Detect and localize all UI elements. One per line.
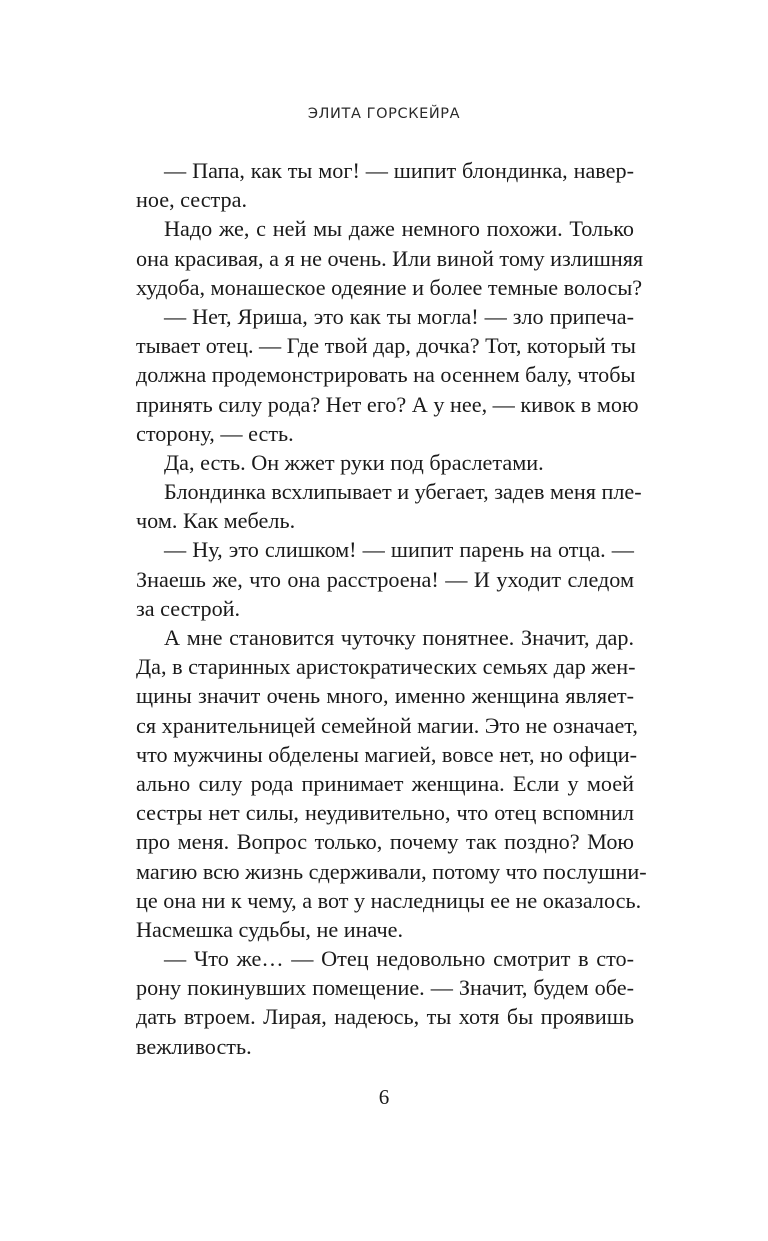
text-line: сестры нет силы, неудивительно, что отец вспомнил [136, 800, 634, 826]
page-number: 6 [378, 1085, 390, 1109]
paragraph [136, 156, 634, 214]
text-line: за сестрой. [136, 595, 241, 621]
text-line: Да, есть. Он жжет руки под браслетами. [164, 449, 544, 475]
text-line: она красивая, а я не очень. Или виной тому излишняя [136, 245, 644, 271]
text-line: Да, в старинных аристократических семьях дар жен- [136, 654, 636, 680]
paragraph [136, 302, 639, 448]
text-line: це она ни к чему, а вот у наследницы ее не оказалось. [136, 887, 642, 913]
text-line: А мне становится чуточку понятнее. Значит, дар. [164, 625, 634, 650]
text-line: чом. Как мебель. [136, 508, 296, 534]
text-line: ся хранительницей семейной магии. Это не означает, [136, 712, 638, 738]
paragraph [136, 214, 644, 302]
running-head: ЭЛИТА ГОРСКЕЙРА [307, 106, 461, 122]
text-line: вежливость. [136, 1033, 252, 1059]
text-line: должна продемонстрировать на осеннем балу, чтобы [136, 362, 636, 388]
text-line: худоба, монашеское одеяние и более темные волосы? [136, 274, 643, 300]
paragraph [136, 944, 634, 1061]
text-line: Насмешка судьбы, не иначе. [136, 916, 404, 942]
text-line: ное, сестра. [136, 187, 248, 213]
text-line: что мужчины обделены магией, вовсе нет, но офици- [136, 741, 638, 767]
text-line: магию всю жизнь сдерживали, потому что послушни- [136, 858, 647, 884]
paragraph [136, 623, 647, 944]
text-line: про меня. Вопрос только, почему так поздно? Мою [136, 829, 634, 855]
paragraph [136, 477, 642, 535]
text-line: тывает отец. — Где твой дар, дочка? Тот, который ты [136, 333, 636, 359]
text-line: щины значит очень много, именно женщина являет- [136, 683, 634, 709]
text-line: — Что же… — Отец недовольно смотрит в сто- [164, 946, 634, 972]
text-line: — Нет, Яриша, это как ты могла! — зло припеча- [164, 303, 634, 329]
text-line: Блондинка всхлипывает и убегает, задев меня пле- [164, 479, 642, 505]
text-line: — Папа, как ты мог! — шипит блондинка, навер- [164, 158, 634, 183]
text-line: Надо же, с ней мы даже немного похожи. Только [164, 216, 634, 242]
text-line: Знаешь же, что она расстроена! — И уходит следом [136, 566, 634, 592]
text-line: ально силу рода принимает женщина. Если у моей [136, 770, 634, 796]
text-line: сторону, — есть. [136, 420, 294, 446]
body-text [136, 156, 647, 1061]
text-line: принять силу рода? Нет его? А у нее, — кивок в мою [136, 391, 639, 417]
paragraph [136, 535, 634, 623]
paragraph [136, 448, 634, 477]
text-line: дать втроем. Лирая, надеюсь, ты хотя бы проявишь [136, 1004, 634, 1030]
text-line: рону покинувших помещение. — Значит, будем обе- [136, 975, 634, 1001]
text-line: — Ну, это слишком! — шипит парень на отца. — [164, 537, 634, 563]
